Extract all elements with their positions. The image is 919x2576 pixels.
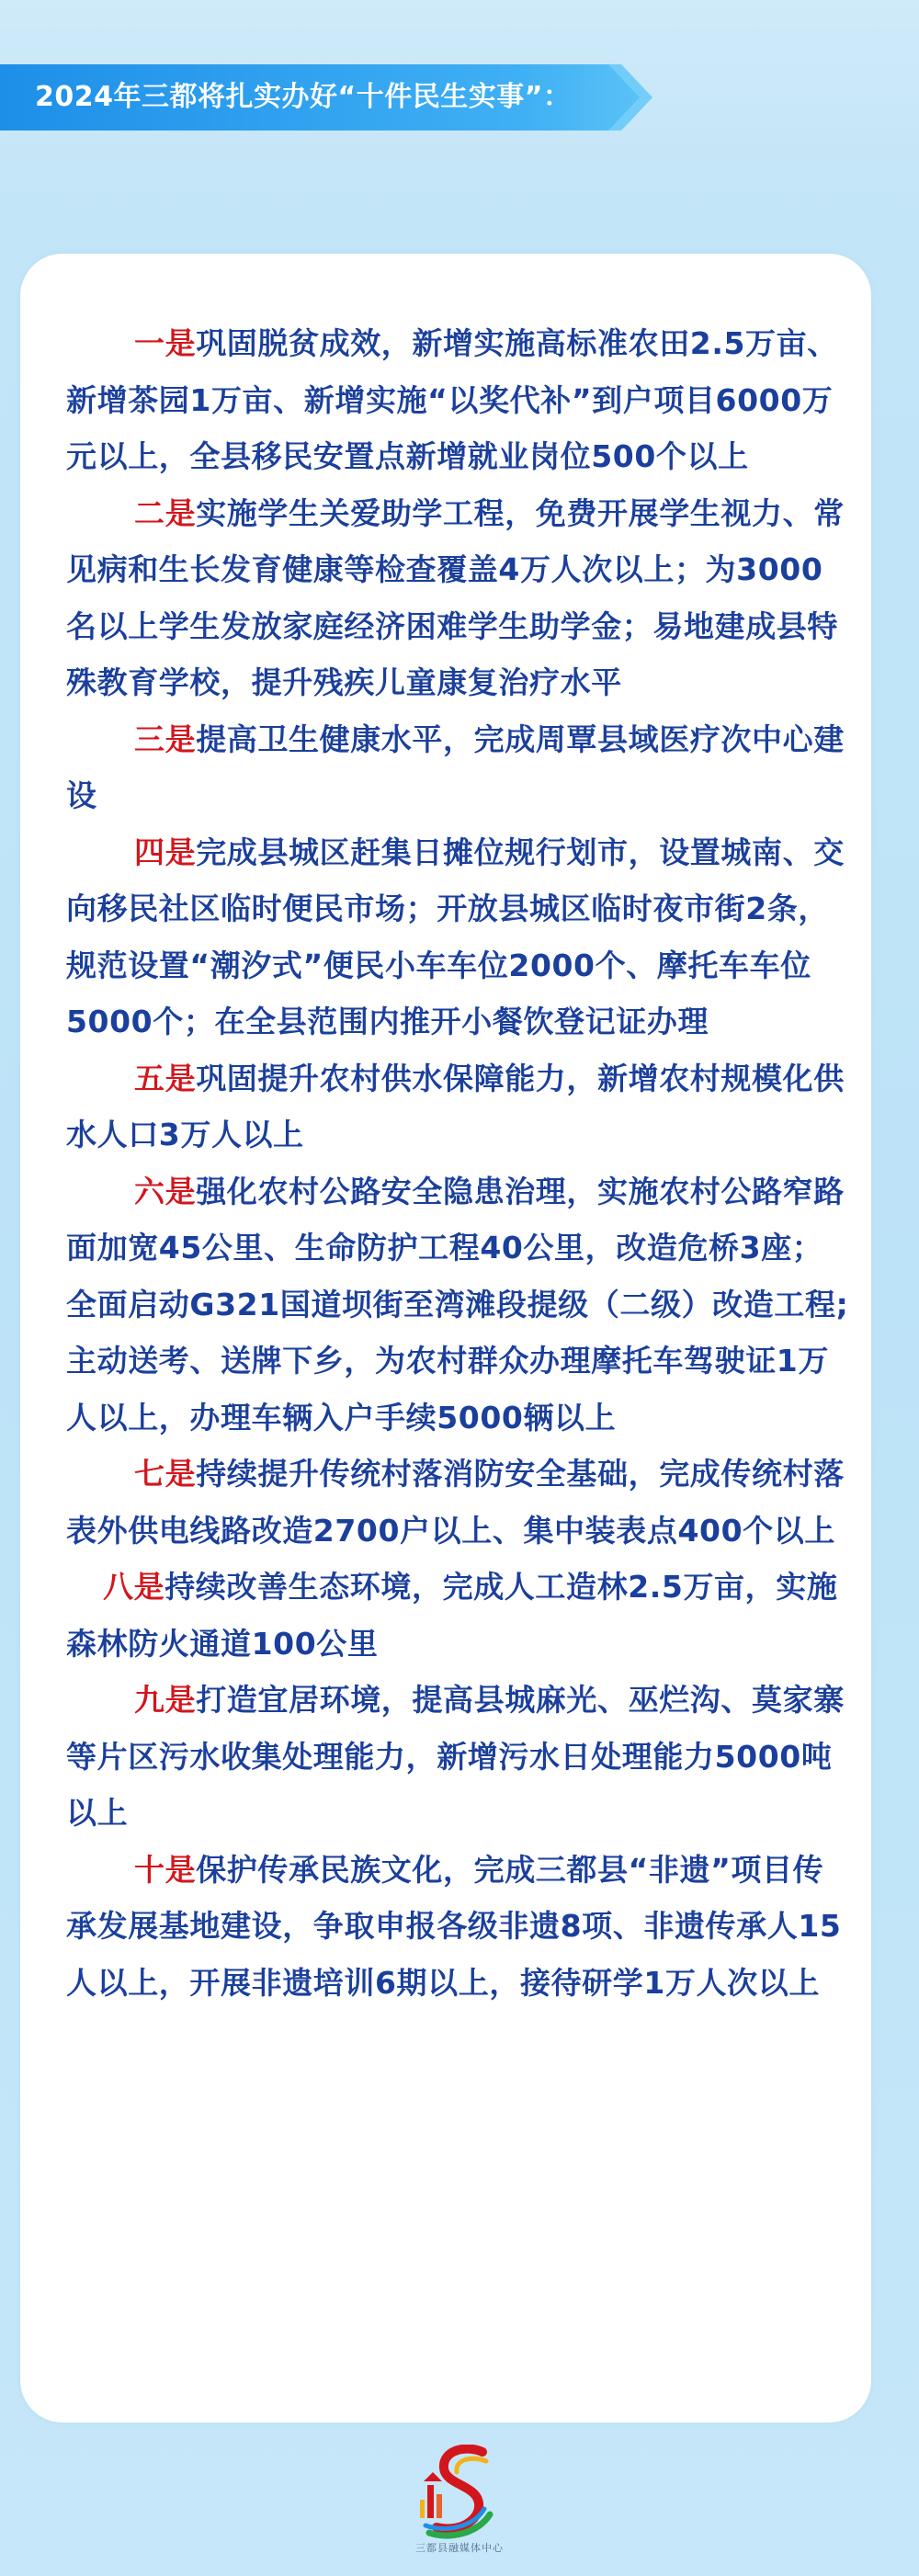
logo-s-icon [402,2445,517,2540]
item-text: 打造宜居环境，提高县城麻光、巫烂沟、莫家寨等片区污水收集处理能力，新增污水日处理能力5000吨以上 [66,1682,845,1831]
item-text: 实施学生关爱助学工程，免费开展学生视力、常见病和生长发育健康等检查覆盖4万人次以上；为3000名以上学生发放家庭经济困难学生助学金；易地建成县特殊教育学校，提升残疾儿童康复治疗水平 [66,494,845,700]
item-lead: 九是 [134,1682,197,1718]
item-lead: 四是 [134,834,197,870]
item-text: 持续改善生态环境，完成人工造林2.5万亩，实施森林防火通道100公里 [66,1569,838,1662]
item-text: 持续提升传统村落消防安全基础，完成传统村落表外供电线路改造2700户以上、集中装表点400个以上 [66,1456,845,1549]
item-list [66,315,849,2011]
item-lead: 八是 [103,1569,165,1605]
list-item-8 [66,1559,849,1672]
page-title: 2024年三都将扎实办好“十件民生实事”： [35,81,572,113]
item-lead: 五是 [134,1060,197,1096]
list-item-9 [66,1672,849,1842]
item-text: 巩固脱贫成效，新增实施高标准农田2.5万亩、新增茶园1万亩、新增实施“以奖代补”到户项目6000万元以上，全县移民安置点新增就业岗位500个以上 [66,325,838,474]
logo-caption: 三都县融媒体中心 [415,2542,504,2554]
item-lead: 一是 [134,325,197,361]
list-item-3 [66,711,849,824]
list-item-10 [66,1842,849,2012]
list-item-1 [66,315,849,485]
item-text: 强化农村公路安全隐患治理，实施农村公路窄路面加宽45公里、生命防护工程40公里，改造危桥3座；全面启动G321国道坝街至湾滩段提级（二级）改造工程;主动送考、送牌下乡，为农村群众办理摩托车驾驶证1万人以上，办理车辆入户手续5000辆以上 [66,1173,849,1436]
list-item-6 [66,1163,849,1447]
media-center-logo [402,2445,517,2564]
list-item-5 [66,1050,849,1163]
item-lead: 二是 [134,494,197,531]
list-item-2 [66,485,849,711]
item-lead: 三是 [134,721,197,757]
item-lead: 六是 [134,1173,197,1209]
item-text: 完成县城区赶集日摊位规行划市，设置城南、交向移民社区临时便民市场；开放县城区临时夜市街2条，规范设置“潮汐式”便民小车车位2000个、摩托车车位5000个；在全县范围内推开小餐饮登记证办理 [66,834,845,1039]
item-lead: 七是 [134,1456,197,1492]
item-lead: 十是 [134,1851,197,1888]
item-text: 保护传承民族文化，完成三都县“非遗”项目传承发展基地建设，争取申报各级非遗8项、非遗传承人15人以上，开展非遗培训6期以上，接待研学1万人次以上 [66,1851,842,2001]
content-card [20,254,871,2423]
item-text: 巩固提升农村供水保障能力，新增农村规模化供水人口3万人以上 [66,1060,845,1152]
list-item-7 [66,1446,849,1559]
header-banner [0,64,652,131]
list-item-4 [66,824,849,1050]
item-text: 提高卫生健康水平，完成周覃县域医疗次中心建设 [66,721,845,813]
